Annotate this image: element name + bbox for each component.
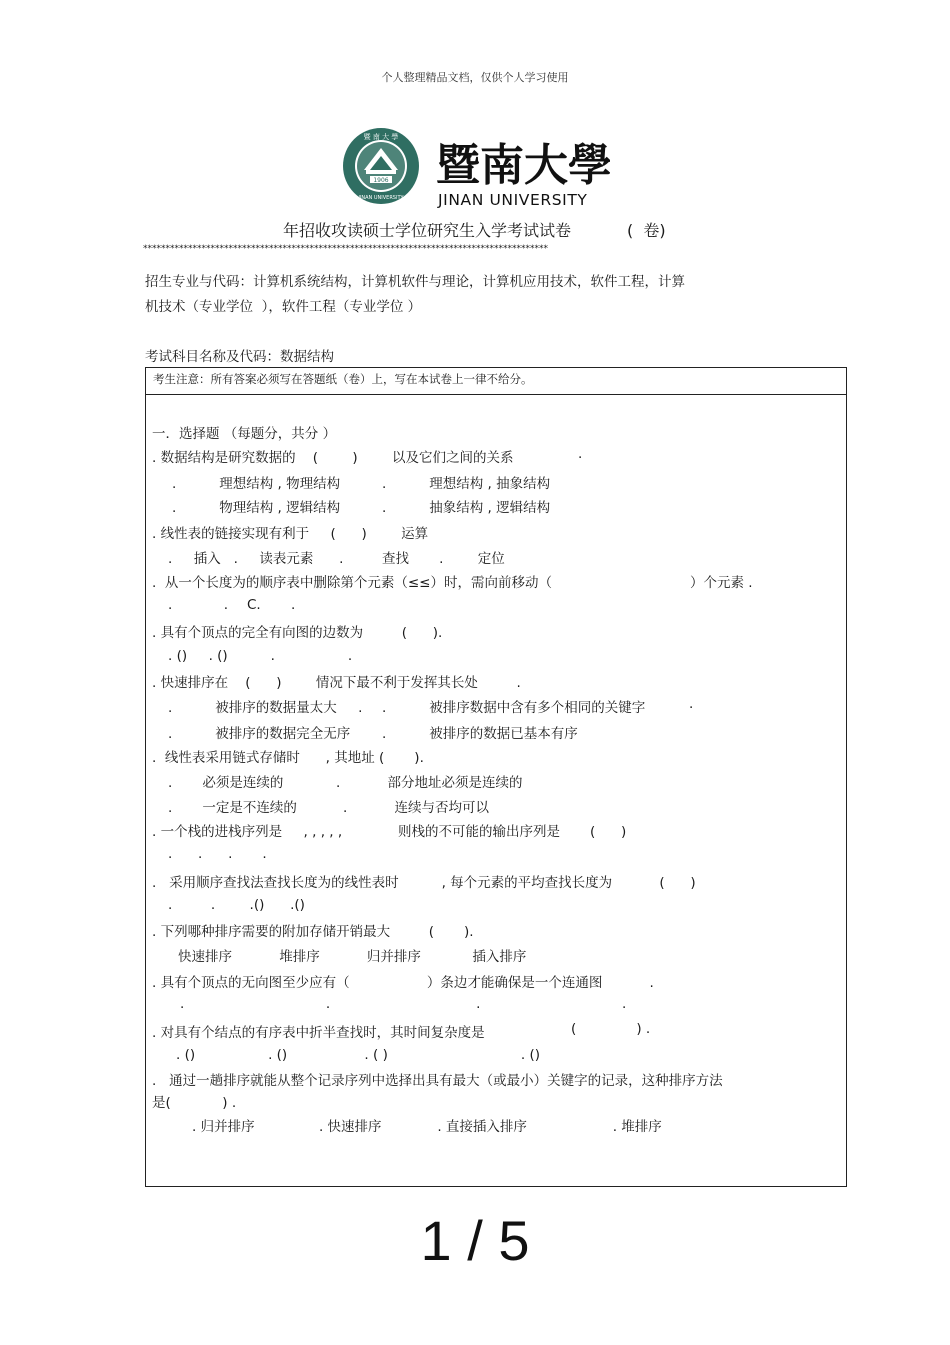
question-8: . 采用顺序查找法查找长度为的线性表时 , 每个元素的平均查找长度为 ( ) bbox=[152, 875, 696, 891]
question-4: . 具有个顶点的完全有向图的边数为 ( ). bbox=[152, 625, 443, 641]
jinan-seal-icon bbox=[342, 126, 610, 208]
question-2: . 线性表的链接实现有利于 ( ) 运算 bbox=[152, 526, 429, 542]
notice-text: 考生注意：所有答案必须写在答题纸（卷）上，写在本试卷上一律不给分。 bbox=[153, 372, 533, 386]
separator-line: ****************************************************************************************** bbox=[143, 244, 548, 254]
question-3-option-d: . bbox=[291, 597, 296, 613]
question-3-options: . . bbox=[168, 597, 229, 613]
svg-text:JINAN UNIVERSITY: JINAN UNIVERSITY bbox=[438, 191, 588, 208]
question-11: . 对具有个结点的有序表中折半查找时，其时间复杂度是 bbox=[152, 1025, 485, 1041]
question-11-end: ( ) . bbox=[571, 1021, 651, 1037]
question-1-option-a: . 理想结构 , 物理结构 bbox=[172, 476, 341, 492]
question-9: . 下列哪种排序需要的附加存储开销最大 ( ). bbox=[152, 924, 474, 940]
question-10: . 具有个顶点的无向图至少应有（ ）条边才能确保是一个连通图 . bbox=[152, 975, 654, 991]
question-6: . 线性表采用链式存储时 , 其地址 ( ). bbox=[152, 750, 424, 766]
exam-volume: ( 卷) bbox=[627, 221, 666, 240]
question-8-options: . . .() .() bbox=[168, 897, 305, 913]
university-logo bbox=[342, 126, 610, 208]
question-6-option-d: . 连续与否均可以 bbox=[343, 800, 489, 816]
svg-text:JINAN UNIVERSITY: JINAN UNIVERSITY bbox=[358, 195, 404, 201]
question-12-continued: 是( ) . bbox=[152, 1095, 237, 1111]
major-line-1: 招生专业与代码：计算机系统结构，计算机软件与理论，计算机应用技术，软件工程，计算 bbox=[145, 274, 685, 290]
question-5: . 快速排序在 ( ) 情况下最不利于发挥其长处 . bbox=[152, 675, 521, 691]
question-1-option-d: . 抽象结构 , 逻辑结构 bbox=[382, 500, 551, 516]
question-5-option-c: . 被排序的数据完全无序 bbox=[168, 726, 351, 742]
question-3-end: ）个元素 . bbox=[690, 575, 753, 591]
question-3: . 从一个长度为的顺序表中删除第个元素（≤≤）时，需向前移动（ bbox=[152, 575, 552, 591]
question-12: . 通过一趟排序就能从整个记录序列中选择出具有最大（或最小）关键字的记录，这种排序方法 bbox=[152, 1073, 723, 1089]
question-7-options: . . . . bbox=[168, 846, 267, 862]
question-10-options: . . . . bbox=[180, 996, 627, 1012]
svg-text:暨 南 大 學: 暨 南 大 學 bbox=[363, 133, 399, 141]
question-12-options: . 归并排序 . 快速排序 . 直接插入排序 . 堆排序 bbox=[192, 1119, 662, 1135]
question-3-option-c: C. bbox=[247, 597, 261, 613]
question-5-option-b-dot: . bbox=[689, 696, 694, 712]
question-6-option-b: . 部分地址必须是连续的 bbox=[336, 775, 523, 791]
svg-text:暨南大學: 暨南大學 bbox=[436, 140, 610, 191]
section-heading: 一．选择题 （每题分，共分 ） bbox=[152, 426, 337, 442]
question-6-option-c: . 一定是不连续的 bbox=[168, 800, 297, 816]
svg-text:1906: 1906 bbox=[373, 177, 389, 184]
question-11-options: . () . () . ( ) . () bbox=[176, 1047, 540, 1063]
question-6-option-a: . 必须是连续的 bbox=[168, 775, 284, 791]
question-1-dot: . bbox=[578, 446, 583, 462]
question-9-options: 快速排序 堆排序 归并排序 插入排序 bbox=[178, 949, 527, 965]
question-1-option-b: . 理想结构 , 抽象结构 bbox=[382, 476, 551, 492]
major-line-2: 机技术（专业学位 ），软件工程（专业学位 ） bbox=[145, 299, 422, 315]
question-4-options: . () . () . . bbox=[168, 648, 353, 664]
question-1-option-c: . 物理结构 , 逻辑结构 bbox=[172, 500, 341, 516]
question-1: . 数据结构是研究数据的 ( ) 以及它们之间的关系 bbox=[152, 450, 514, 466]
exam-title: 年招收攻读硕士学位研究生入学考试试卷 bbox=[283, 221, 572, 240]
question-2-options: . 插入 . 读表元素 . 查找 . 定位 bbox=[168, 551, 505, 567]
subject-line: 考试科目名称及代码：数据结构 bbox=[145, 349, 334, 365]
page-number: 1 / 5 bbox=[420, 1209, 530, 1272]
question-5-option-a: . 被排序的数据量太大 . bbox=[168, 700, 363, 716]
header-note: 个人整理精品文档，仅供个人学习使用 bbox=[381, 71, 569, 84]
question-5-option-b: . 被排序数据中含有多个相同的关键字 bbox=[382, 700, 646, 716]
question-7: . 一个栈的进栈序列是 , , , , , 则栈的不可能的输出序列是 ( ) bbox=[152, 824, 627, 840]
question-5-option-d: . 被排序的数据已基本有序 bbox=[382, 726, 578, 742]
